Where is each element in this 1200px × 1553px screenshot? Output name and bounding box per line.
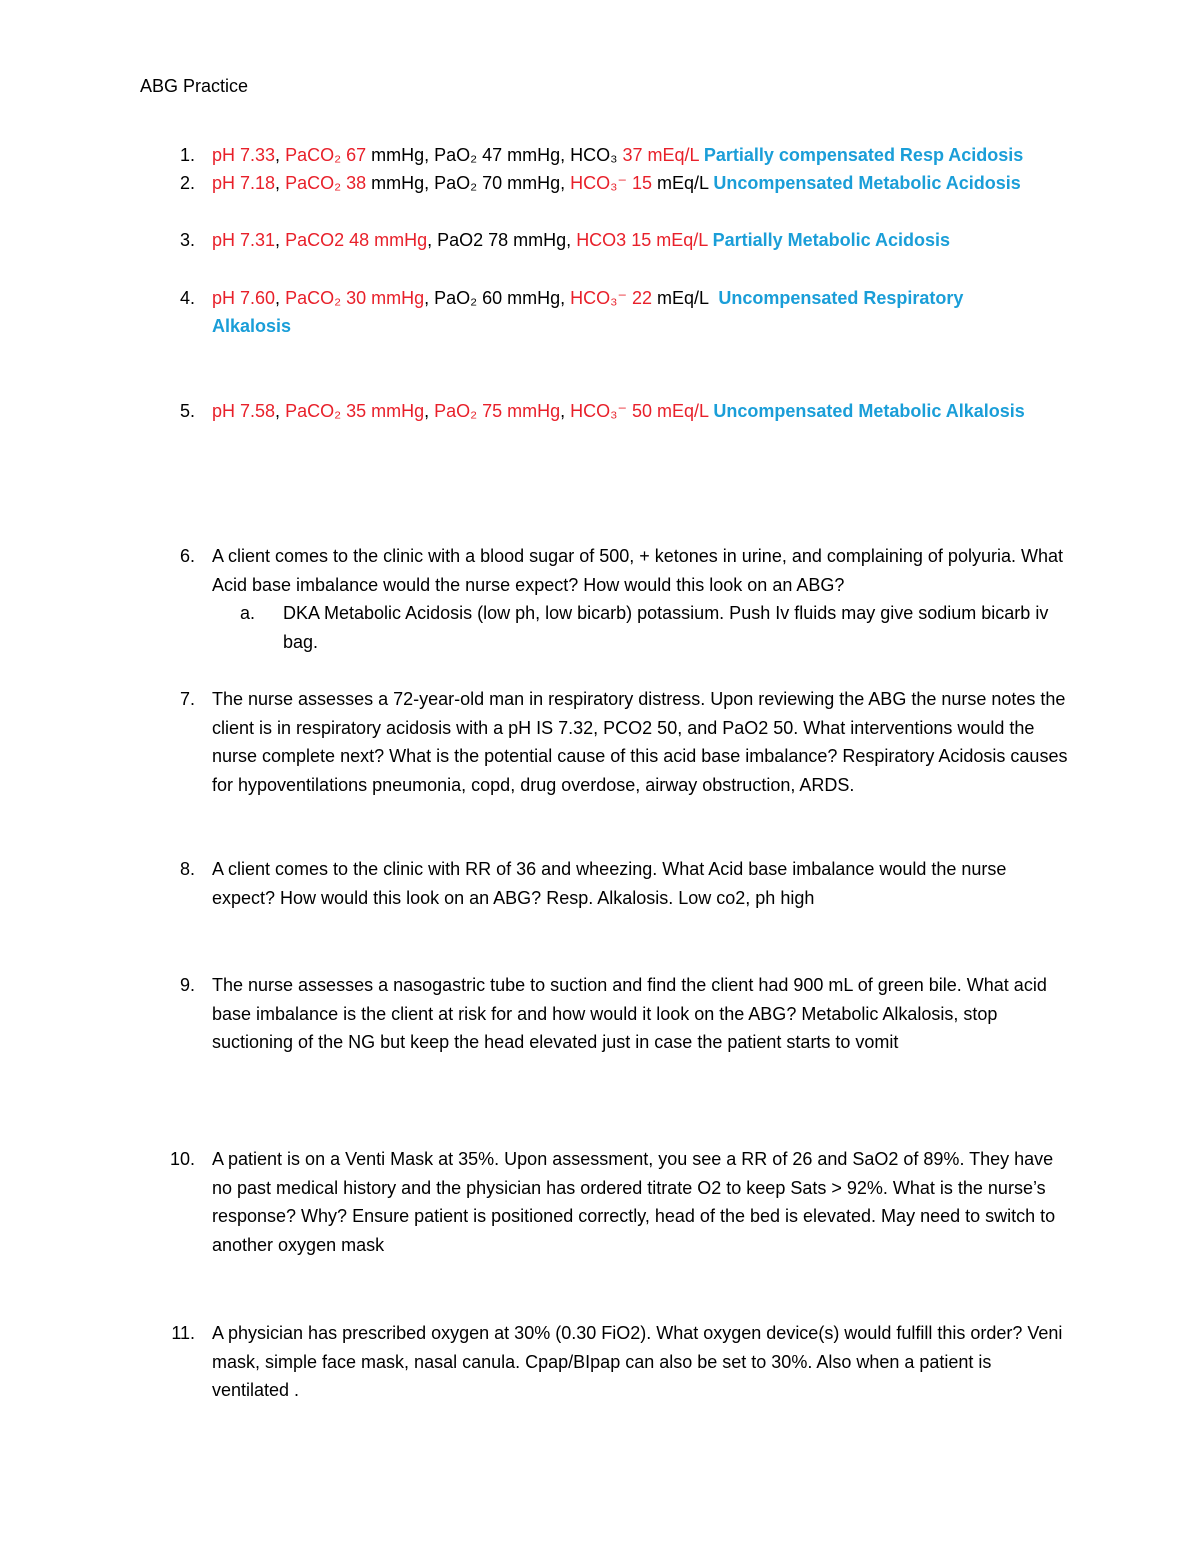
value-text: pH 7.58 [212, 401, 276, 421]
question-text: A patient is on a Venti Mask at 35%. Upon assessment, you see a RR of 26 and SaO2 of 89%. They have no past medical history and the physician has ordered titrate O2 to keep Sats > 92%. What is the nurse’s response? Why? Ensure patient is positioned correctly, head of the bed is elevated. May need to switch to another oxygen mask [212, 1149, 1056, 1255]
abg-item-text [212, 284, 1112, 313]
value-text: , [275, 288, 286, 308]
sub-item-text: DKA Metabolic Acidosis (low ph, low bicarb) potassium. Push Iv fluids may give sodium bicarb iv bag. [283, 603, 1049, 652]
answer-text: Partially compensated Resp Acidosis [703, 145, 1024, 165]
sub-list-marker: a. [240, 603, 256, 623]
list-number: 6. [179, 546, 195, 566]
value-text: , [275, 173, 286, 193]
value-text: mEq/L [651, 288, 719, 308]
question-text: A physician has prescribed oxygen at 30% (0.30 FiO2). What oxygen device(s) would fulfill this order? Veni mask, simple face mask, nasal canula. Cpap/BIpap can also be set to 30%. Also when a patient is ventilated . [212, 1323, 1063, 1400]
value-text: pH 7.18 [212, 173, 276, 193]
value-text: mmHg, PaO₂ 70 mmHg, [366, 173, 571, 193]
question-text: The nurse assesses a nasogastric tube to suction and find the client had 900 mL of green bile. What acid base imbalance is the client at risk for and how would it look on the ABG? Metabolic Alkalosis, stop suctioning of the NG but keep the head elevated just in case the patient starts to vomit [212, 975, 1047, 1052]
value-text: HCO₃⁻ 22 [570, 288, 652, 308]
value-text: , PaO2 78 mmHg, [427, 230, 577, 250]
value-text: , [560, 401, 571, 421]
list-number: 5. [179, 401, 195, 421]
list-number: 10. [169, 1149, 195, 1169]
question-text: A client comes to the clinic with a blood sugar of 500, + ketones in urine, and complaining of polyuria. What Acid base imbalance would the nurse expect? How would this look on an ABG? [212, 546, 1063, 595]
value-text: PaO₂ 75 mmHg [434, 401, 561, 421]
value-text: , [424, 401, 435, 421]
question-text: The nurse assesses a 72-year-old man in respiratory distress. Upon reviewing the ABG the nurse notes the client is in respiratory acidosis with a pH IS 7.32, PCO2 50, and PaO2 50. What interventions would the nurse complete next? What is the potential cause of this acid base imbalance? Respiratory Acidosis causes for hypoventilations pneumonia, copd, drug overdose, airway obstruction, ARDS. [212, 689, 1068, 795]
list-number: 8. [179, 859, 195, 879]
value-text: mEq/L [651, 173, 714, 193]
value-text: pH 7.31 [212, 230, 276, 250]
value-text: PaCO₂ 30 mmHg [285, 288, 425, 308]
list-number: 9. [179, 975, 195, 995]
value-text: PaCO₂ 38 [285, 173, 367, 193]
value-text: HCO₃⁻ 50 mEq/L [570, 401, 709, 421]
document-title: ABG Practice [140, 76, 249, 96]
list-number: 2. [179, 173, 195, 193]
value-text: PaCO₂ 35 mmHg [285, 401, 425, 421]
list-number: 4. [179, 288, 195, 308]
answer-text: Uncompensated Metabolic Alkalosis [713, 401, 1025, 421]
value-text: pH 7.60 [212, 288, 276, 308]
value-text: , [275, 230, 286, 250]
value-text: PaCO2 48 mmHg [285, 230, 428, 250]
value-text: , PaO₂ 60 mmHg, [424, 288, 571, 308]
answer-text: Alkalosis [212, 316, 292, 336]
value-text: , [275, 401, 286, 421]
value-text: HCO₃⁻ 15 [570, 173, 652, 193]
value-text: mmHg, PaO₂ 47 mmHg, HCO₃ [366, 145, 623, 165]
value-text: HCO3 15 mEq/L [576, 230, 708, 250]
value-text: PaCO₂ 67 [285, 145, 367, 165]
list-number: 1. [179, 145, 195, 165]
answer-text: Uncompensated Metabolic Acidosis [713, 173, 1021, 193]
list-number: 3. [179, 230, 195, 250]
list-number: 11. [171, 1323, 195, 1343]
answer-text: Partially Metabolic Acidosis [712, 230, 951, 250]
value-text: pH 7.33 [212, 145, 276, 165]
value-text: , [275, 145, 286, 165]
abg-item-text [212, 397, 1112, 426]
list-number: 7. [179, 689, 195, 709]
abg-item-text [212, 169, 1112, 198]
abg-item-continuation [212, 312, 1072, 341]
abg-item-text [212, 226, 1112, 255]
abg-item-text [212, 141, 1112, 170]
value-text: 37 mEq/L [622, 145, 699, 165]
question-text: A client comes to the clinic with RR of 36 and wheezing. What Acid base imbalance would the nurse expect? How would this look on an ABG? Resp. Alkalosis. Low co2, ph high [212, 859, 1007, 908]
answer-text: Uncompensated Respiratory [718, 288, 964, 308]
